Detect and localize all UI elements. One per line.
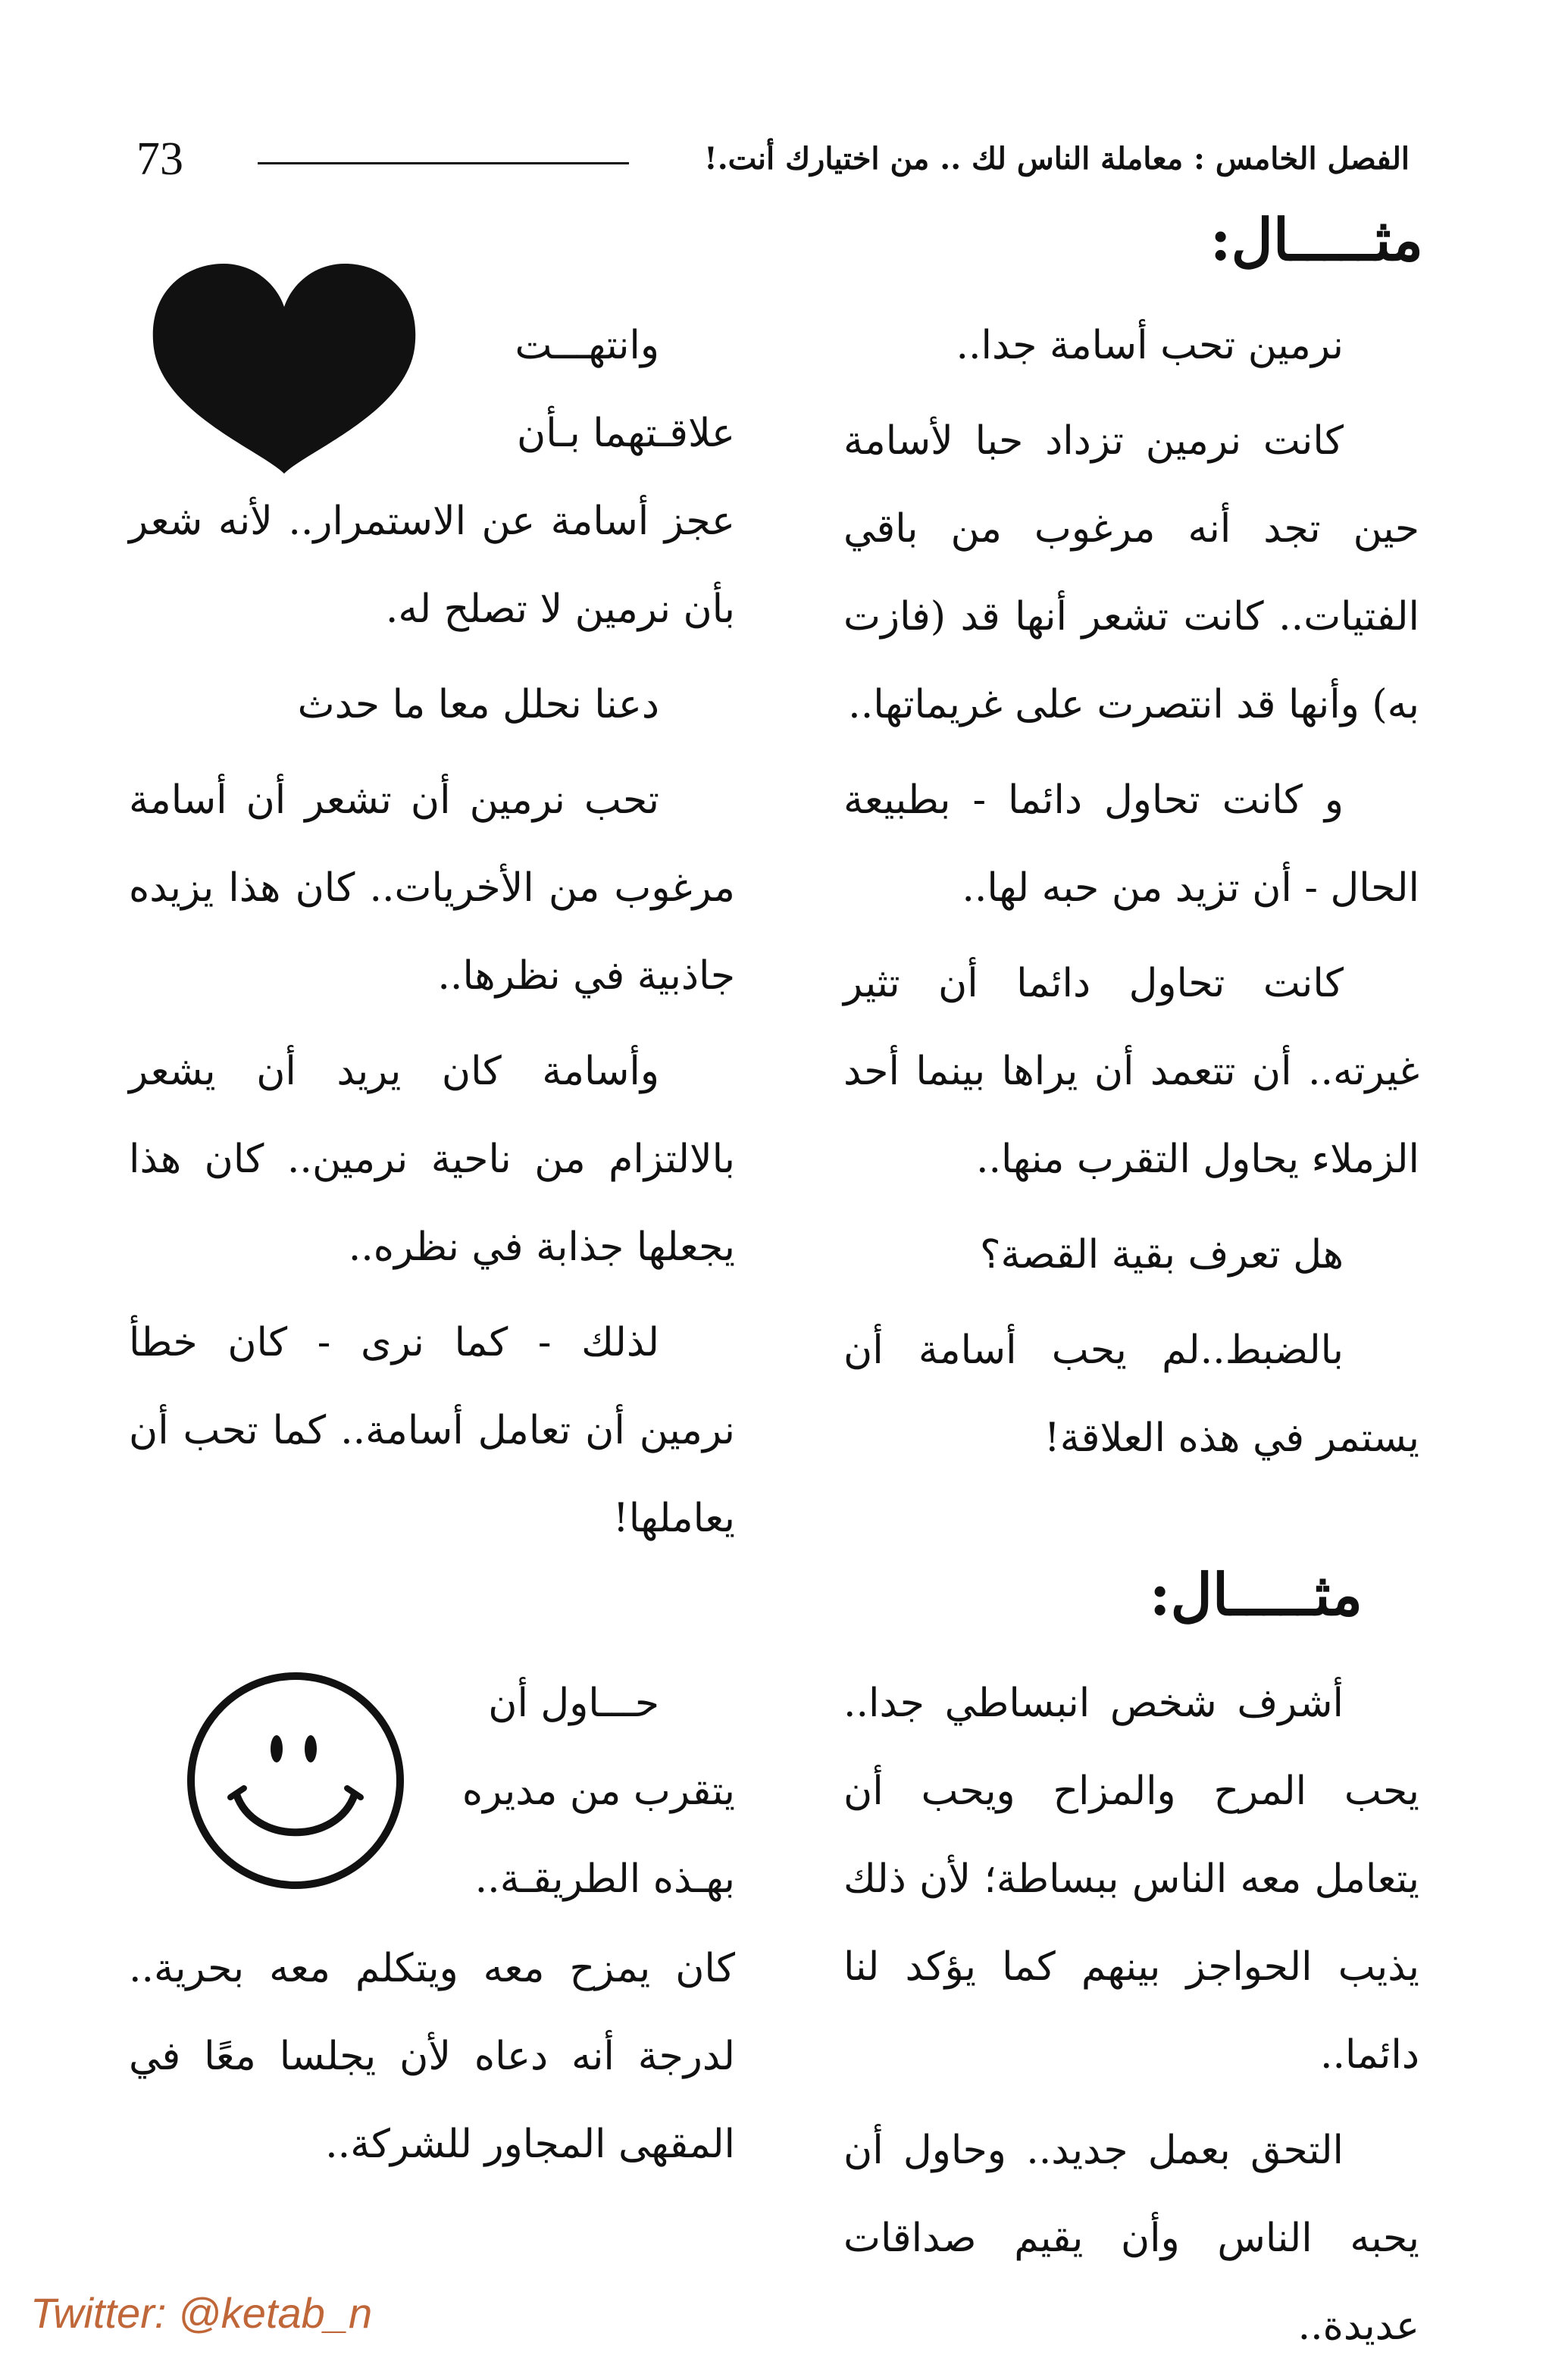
paragraph: و كانت تحاول دائما - بطبيعة الحال - أن تزيد من حبه لها.. bbox=[843, 777, 1419, 911]
paragraph: بهـذه الطريقـة.. bbox=[474, 1856, 735, 1902]
example2-right-column bbox=[843, 1659, 1419, 2378]
paragraph: عجز أسامة عن الاستمرار.. لأنه شعر بأن نرمين لا تصلح له. bbox=[129, 499, 735, 632]
watermark: Twitter: @ketab_n bbox=[30, 2289, 373, 2337]
paragraph: حـــاول أن bbox=[488, 1681, 659, 1726]
paragraph: التحق بعمل جديد.. وحاول أن يحبه الناس وأن يقيم صداقات عديدة.. bbox=[843, 2128, 1419, 2349]
paragraph: نرمين تحب أسامة جدا.. bbox=[956, 323, 1344, 368]
heart-icon bbox=[148, 258, 421, 477]
paragraph: كانت تحاول دائما أن تثير غيرته.. أن تتعمد أن يراها بينما أحد الزملاء يحاول التقرب منها.. bbox=[843, 961, 1419, 1182]
paragraph: يتقرب من مديره bbox=[462, 1769, 735, 1814]
paragraph: هل تعرف بقية القصة؟ bbox=[979, 1232, 1344, 1278]
paragraph: أشرف شخص انبساطي جدا.. يحب المرح والمزاح ويحب أن يتعامل معه الناس ببساطة؛ لأن ذلك يذيب الحواجز بينهم كما يؤكد لنا دائما.. bbox=[843, 1681, 1419, 2078]
page-number: 73 bbox=[136, 133, 183, 185]
paragraph: كانت نرمين تزداد حبا لأسامة حين تجد أنه مرغوب من باقي الفتيات.. كانت تشعر أنها قد (فازت به) وأنها قد انتصرت على غريماتها.. bbox=[843, 418, 1419, 727]
paragraph: دعنا نحلل معا ما حدث bbox=[297, 682, 659, 727]
paragraph: لذلك - كما نرى - كان خطأ نرمين أن تعامل أسامة.. كما تحب أن يعاملها! bbox=[129, 1320, 735, 1541]
running-title: الفصل الخامس : معاملة الناس لك .. من اختيارك أنت.! bbox=[704, 141, 1410, 177]
example2-left-top-column bbox=[436, 1659, 735, 1923]
smiley-face-icon bbox=[182, 1667, 409, 1894]
example-heading-1: مثـــــال: bbox=[1209, 206, 1423, 274]
example1-left-column bbox=[129, 477, 735, 1570]
page-header bbox=[129, 129, 1417, 189]
paragraph: علاقـتهما بـأن bbox=[517, 411, 735, 456]
paragraph: تحب نرمين أن تشعر أن أسامة مرغوب من الأخريات.. كان هذا يزيده جاذبية في نظرها.. bbox=[129, 777, 735, 999]
paragraph: وأسامة كان يريد أن يشعر بالالتزام من ناحية نرمين.. كان هذا يجعلها جذابة في نظره.. bbox=[129, 1049, 735, 1270]
example1-left-top-column bbox=[447, 302, 735, 477]
example2-left-column bbox=[129, 1925, 735, 2196]
example-heading-2: مثـــــال: bbox=[1149, 1561, 1363, 1628]
paragraph: بالضبط..لم يحب أسامة أن يستمر في هذه العلاقة! bbox=[843, 1328, 1419, 1461]
example1-right-column bbox=[843, 302, 1419, 1490]
paragraph: كان يمزح معه ويتكلم معه بحرية.. لدرجة أنه دعاه لأن يجلسا معًا في المقهى المجاور للشركة.. bbox=[129, 1946, 735, 2167]
header-rule bbox=[258, 162, 629, 164]
paragraph: وانتهـــت bbox=[515, 323, 659, 368]
